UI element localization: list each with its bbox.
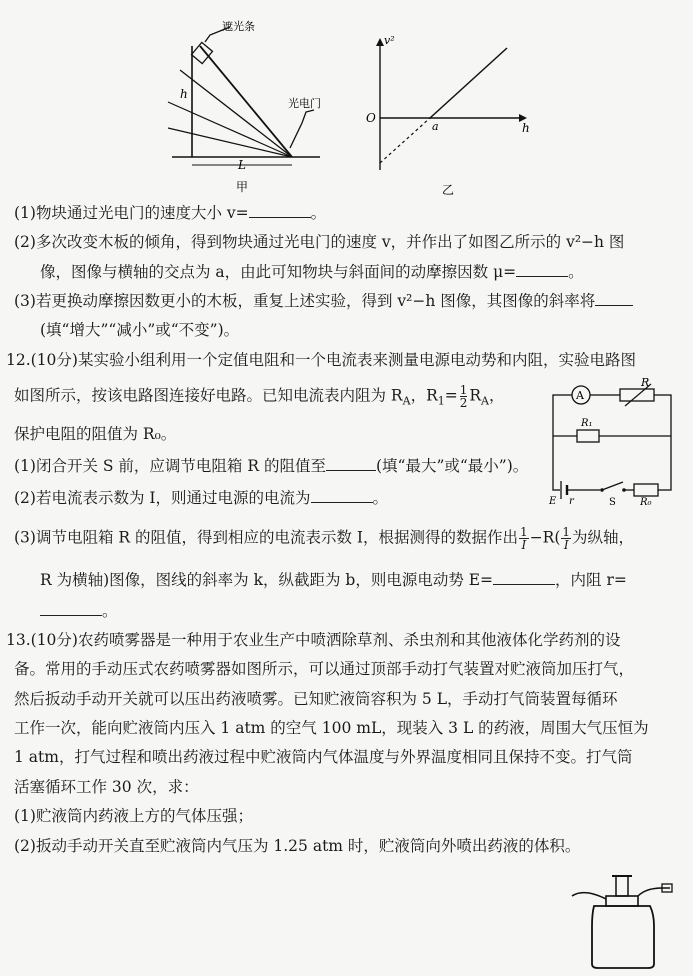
q13-part2: (2)扳动手动开关直至贮液筒内气压为 1.25 atm 时，贮液筒向外喷出药液的体积。 <box>14 837 581 855</box>
incline-2 <box>168 102 292 157</box>
q11-part3-line2: (填“增大”“减小”或“不变”)。 <box>40 321 240 339</box>
h-label: h <box>180 87 188 101</box>
r0-label: R₀ <box>640 497 652 506</box>
L-label: L <box>238 158 246 172</box>
q11-part3-line1: (3)若更换动摩擦因数更小的木板，重复上述实验，得到 v²−h 图像，其图像的斜率将 <box>14 291 633 311</box>
q12-part3-line3: 。 <box>40 601 118 621</box>
sprayer-cap <box>606 896 638 906</box>
answer-blank-mu[interactable] <box>516 262 568 277</box>
answer-blank-rbox[interactable] <box>326 456 376 471</box>
board-line <box>200 46 292 157</box>
extension-dashed <box>380 118 430 163</box>
q13-line5: 1 atm，打气过程和喷出药液过程中贮液筒内气体温度与外界温度相同且保持不变。打气筒 <box>14 748 633 766</box>
answer-blank-current[interactable] <box>311 488 373 503</box>
fraction-1-over-I-2: $\frac{1}{I}$ <box>562 525 571 552</box>
a-label: a <box>432 120 439 133</box>
q11-part2-line2: 像，图像与横轴的交点为 a，由此可知物块与斜面间的动摩擦因数 μ= 。 <box>40 263 584 281</box>
circuit-loop <box>553 395 671 490</box>
q12-part3-line1: (3)调节电阻箱 R 的阻值，得到相应的电流表示数 I，根据测得的数据作出 $\frac{1}{I}$ −R( $\frac{1}{I}$ 为纵轴， <box>14 525 635 552</box>
v2-h-line <box>430 48 507 118</box>
photogate-stem <box>290 123 302 148</box>
switch-label: S <box>609 497 616 506</box>
shade-strip-label: 遮光条 <box>222 20 255 33</box>
emf-label: E <box>549 496 557 506</box>
q13-line1: 13.(10分)农药喷雾器是一种用于农业生产中喷洒除草剂、杀虫剂和其他液体化学药剂的设 <box>6 631 621 649</box>
answer-blank-internal-r[interactable] <box>40 601 102 616</box>
sprayer-tank <box>592 906 654 968</box>
resistance-box-label: R <box>641 378 650 389</box>
sprayer-handle <box>572 893 606 899</box>
answer-blank-emf[interactable] <box>493 570 555 585</box>
resistance-box <box>620 389 654 401</box>
figure-caption-yi: 乙 <box>442 183 455 197</box>
answer-blank-v[interactable] <box>249 203 311 218</box>
internal-r-label: r <box>569 496 574 506</box>
circuit-diagram <box>545 378 680 506</box>
q13-line3: 然后扳动手动开关就可以压出药液喷雾。已知贮液筒容积为 5 L，手动打气筒装置每循环 <box>14 690 618 708</box>
answer-blank-slope[interactable] <box>595 291 633 306</box>
fraction-1-over-I: $\frac{1}{I}$ <box>520 525 528 552</box>
photogate-head <box>302 110 314 123</box>
q13-line4: 工作一次，能向贮液筒内压入 1 atm 的空气 100 mL，现装入 3 L 的药液，周围大气压恒为 <box>14 719 649 737</box>
q13-line2: 备。常用的手动压式农药喷雾器如图所示，可以通过顶部手动打气装置对贮液筒加压打气， <box>14 660 635 678</box>
q12-line3: 保护电阻的阻值为 R₀。 <box>14 425 177 443</box>
q12-line2: 如图所示，按该电路图连接好电路。已知电流表内阻为 $R_A$，$R_1=$ $\frac{1}{2}$ $R_A$， <box>14 383 505 410</box>
figure-caption-jia: 甲 <box>236 180 249 194</box>
figure-yi <box>362 30 537 198</box>
fraction-half: $\frac{1}{2}$ <box>459 383 468 410</box>
q13-part1: (1)贮液筒内药液上方的气体压强； <box>14 807 253 825</box>
resistor-r0 <box>634 484 658 496</box>
y-arrow <box>376 38 384 46</box>
q13-line6: 活塞循环工作 30 次，求： <box>14 778 199 796</box>
ammeter-label: A <box>576 389 584 402</box>
q12-part1: (1)闭合开关 S 前，应调节电阻箱 R 的阻值至 (填“最大”或“最小”)。 <box>14 457 529 475</box>
q11-part2-line1: (2)多次改变木板的倾角，得到物块通过光电门的速度 v，并作出了如图乙所示的 v²−h 图 <box>14 233 625 251</box>
q11-part1: (1)物块通过光电门的速度大小 v= 。 <box>14 204 327 222</box>
sprayer-icon <box>566 866 676 970</box>
sprayer-pump <box>616 876 628 896</box>
origin-label: O <box>366 111 376 125</box>
y-axis-label: v² <box>384 34 395 47</box>
x-axis-label: h <box>522 121 530 135</box>
q12-part3-line2: R 为横轴)图像，图线的斜率为 k，纵截距为 b，则电源电动势 E= ，内阻 r= <box>40 571 627 589</box>
q12-part2: (2)若电流表示数为 I，则通过电源的电流为 。 <box>14 489 389 507</box>
q12-header: 12.(10分)某实验小组利用一个定值电阻和一个电流表来测量电源电动势和内阻，实验电路图 <box>6 351 636 369</box>
r1-label: R₁ <box>581 418 593 429</box>
block <box>191 42 212 63</box>
figure-jia <box>160 10 330 195</box>
resistor-r1 <box>577 430 599 442</box>
photogate-label: 光电门 <box>288 97 321 110</box>
